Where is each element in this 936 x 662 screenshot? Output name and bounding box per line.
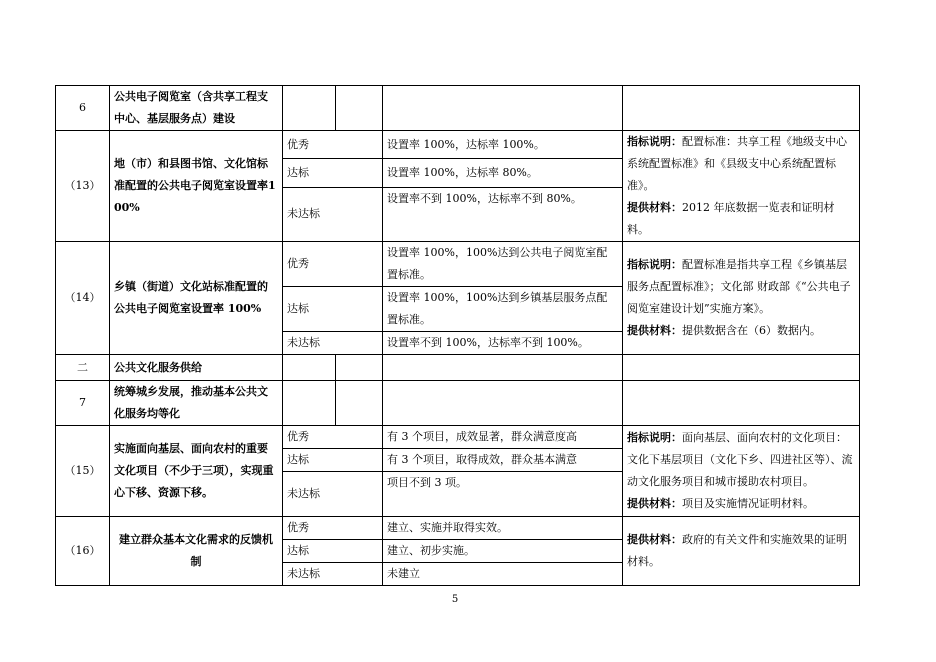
standard-cell: 项目不到 3 项。 [383, 472, 623, 517]
item-name: 实施面向基层、面向农村的重要文化项目（不少于三项），实现重心下移、资源下移。 [110, 426, 283, 517]
empty-cell [283, 381, 336, 426]
empty-cell [623, 86, 860, 131]
standard-cell: 设置率不到 100%，达标率不到 100%。 [383, 332, 623, 355]
note-cell [623, 426, 860, 517]
item-number: （13） [56, 131, 110, 242]
material-label: 提供材料： [627, 533, 682, 546]
table-row [56, 242, 860, 287]
standard-cell: 未建立 [383, 563, 623, 586]
standard-cell: 设置率 100%，100%达到公共电子阅览室配置标准。 [383, 242, 623, 287]
section-number: 二 [56, 355, 110, 381]
item-number: 6 [56, 86, 110, 131]
item-name: 建立群众基本文化需求的反馈机制 [110, 517, 283, 586]
table-row [56, 86, 860, 131]
item-name: 统筹城乡发展，推动基本公共文化服务均等化 [110, 381, 283, 426]
level-excellent: 优秀 [283, 131, 383, 159]
material-text: 项目及实施情况证明材料。 [682, 497, 814, 510]
item-name: 地（市）和县图书馆、文化馆标准配置的公共电子阅览室设置率100% [110, 131, 283, 242]
level-fail: 未达标 [283, 332, 383, 355]
standard-cell: 设置率不到 100%，达标率不到 80%。 [383, 187, 623, 241]
empty-cell [283, 355, 336, 381]
note-label: 指标说明： [627, 135, 682, 148]
empty-cell [336, 86, 383, 131]
material-text: 2012 年底数据一览表和证明材料。 [627, 201, 835, 236]
note-label: 指标说明： [627, 258, 682, 271]
standard-cell: 设置率 100%，达标率 100%。 [383, 131, 623, 159]
item-number: （14） [56, 242, 110, 355]
table-row [56, 381, 860, 426]
note-cell [623, 242, 860, 355]
standard-cell: 设置率 100%，达标率 80%。 [383, 159, 623, 187]
note-text: 配置标准：共享工程《地级支中心系统配置标准》和《县级支中心系统配置标准》。 [627, 135, 847, 192]
table-row [56, 426, 860, 449]
empty-cell [383, 381, 623, 426]
empty-cell [623, 381, 860, 426]
standard-cell: 有 3 个项目，取得成效，群众基本满意 [383, 449, 623, 472]
material-label: 提供材料： [627, 324, 682, 337]
empty-cell [383, 355, 623, 381]
table-row [56, 517, 860, 540]
level-excellent: 优秀 [283, 242, 383, 287]
note-label: 指标说明： [627, 431, 682, 444]
section-name: 公共文化服务供给 [110, 355, 283, 381]
level-fail: 未达标 [283, 472, 383, 517]
standard-cell: 建立、初步实施。 [383, 540, 623, 563]
empty-cell [336, 381, 383, 426]
level-excellent: 优秀 [283, 517, 383, 540]
empty-cell [336, 355, 383, 381]
item-number: （15） [56, 426, 110, 517]
note-text: 面向基层、面向农村的文化项目：文化下基层项目（文化下乡、四进社区等）、流动文化服务项目和城市援助农村项目。 [627, 431, 853, 488]
level-pass: 达标 [283, 287, 383, 332]
material-text: 政府的有关文件和实施效果的证明材料。 [627, 533, 847, 568]
note-cell [623, 131, 860, 242]
empty-cell [623, 355, 860, 381]
item-name: 公共电子阅览室（含共享工程支中心、基层服务点）建设 [110, 86, 283, 131]
level-pass: 达标 [283, 159, 383, 187]
standard-cell: 有 3 个项目，成效显著，群众满意度高 [383, 426, 623, 449]
empty-cell [383, 86, 623, 131]
item-number: 7 [56, 381, 110, 426]
level-excellent: 优秀 [283, 426, 383, 449]
material-text: 提供数据含在（6）数据内。 [682, 324, 821, 337]
material-label: 提供材料： [627, 201, 682, 214]
item-number: （16） [56, 517, 110, 586]
level-pass: 达标 [283, 540, 383, 563]
note-cell [623, 517, 860, 586]
table-row [56, 131, 860, 159]
page-number: 5 [451, 594, 459, 605]
item-name: 乡镇（街道）文化站标准配置的公共电子阅览室设置率 100% [110, 242, 283, 355]
evaluation-table [55, 85, 860, 586]
material-label: 提供材料： [627, 497, 682, 510]
standard-cell: 建立、实施并取得实效。 [383, 517, 623, 540]
note-text: 配置标准是指共享工程《乡镇基层服务点配置标准》；文化部 财政部《“公共电子阅览室建设计划”实施方案》。 [627, 258, 851, 315]
level-fail: 未达标 [283, 187, 383, 241]
table-row [56, 355, 860, 381]
standard-cell: 设置率 100%，100%达到乡镇基层服务点配置标准。 [383, 287, 623, 332]
empty-cell [283, 86, 336, 131]
level-pass: 达标 [283, 449, 383, 472]
level-fail: 未达标 [283, 563, 383, 586]
